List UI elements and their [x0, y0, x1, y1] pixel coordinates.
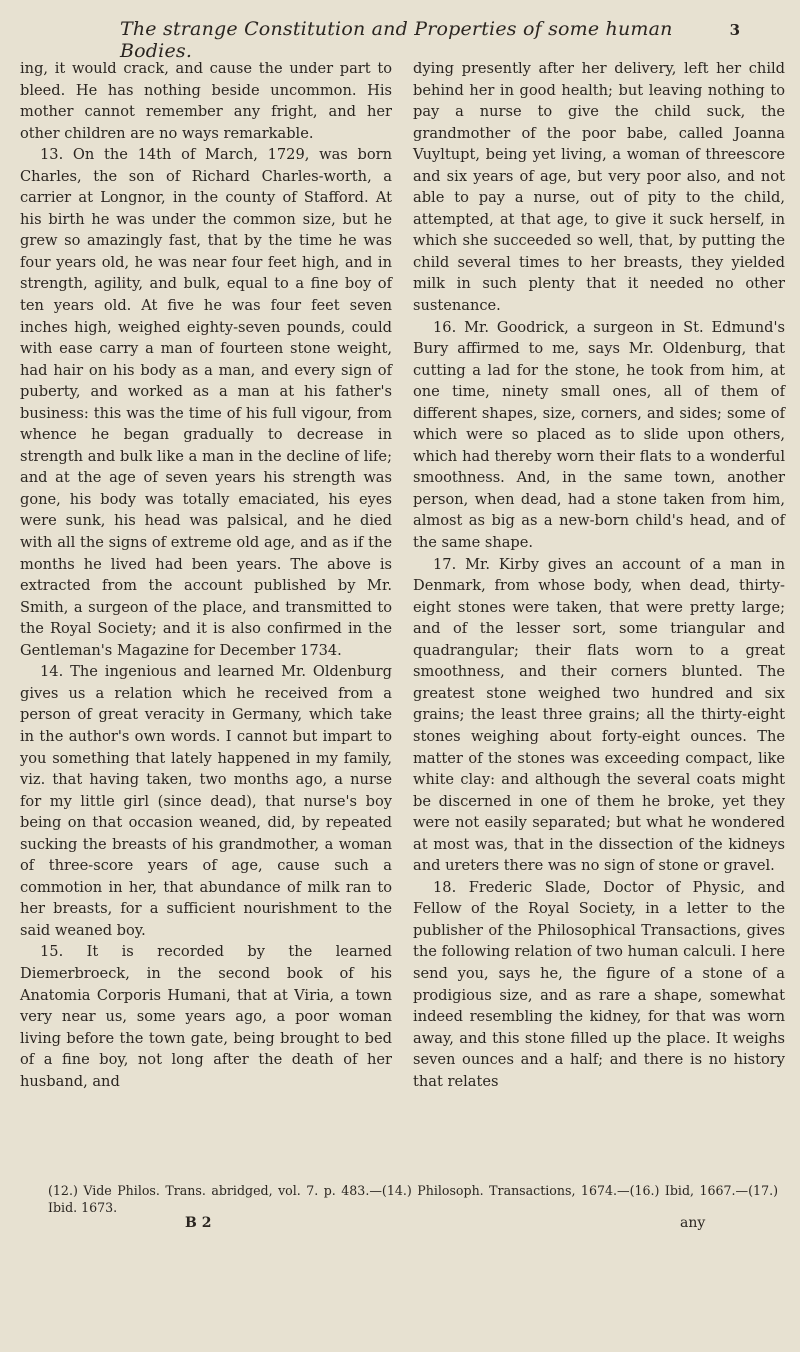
page-number: 3: [729, 21, 740, 39]
paragraph: 14. The ingenious and learned Mr. Oldenburg gives us a relation which he received from a person of great veracity in Germany, which take in the author's own words. I cannot but impart to you something that lately happened in my family, viz. that having taken, two months ago, a nurse for my little girl (since dead), that nurse's boy being on that occasion weaned, did, by repeated sucking the breasts of his grandmother, a woman of three-score years of age, cause such a commotion in her, that abundance of milk ran to her breasts, for a sufficient nourishment to the said weaned boy.: [20, 663, 392, 939]
paragraph: 17. Mr. Kirby gives an account of a man in Denmark, from whose body, when dead, thirty-eight stones were taken, that were pretty large; and of the lesser sort, some triangular and quadrangular; their flats worn to a great smoothness, and their corners blunted. The greatest stone weighed two hundred and six grains; the least three grains; all the thirty-eight stones weighing about forty-eight ounces. The matter of the stones was exceeding compact, like white clay: and although the several coats might be discerned in one of them he broke, yet they were not easily separated; but what he wondered at most was, that in the dissection of the kidneys and ureters there was no sign of stone or gravel.: [413, 555, 785, 875]
left-column: [20, 58, 392, 1183]
right-column: [413, 58, 785, 1183]
footnotes: [48, 1182, 778, 1216]
paragraph: 13. On the 14th of March, 1729, was born Charles, the son of Richard Charles-worth, a carrier at Longnor, in the county of Stafford. At his birth he was under the common size, but he grew so amazingly fast, that by the time he was four years old, he was near four feet high, and in strength, agility, and bulk, equal to a fine boy of ten years old. At five he was four feet seven inches high, weighed eighty-seven pounds, could with ease carry a man of fourteen stone weight, had hair on his body as a man, and every sign of puberty, and worked as a man at his father's business: this was the time of his full vigour, from whence he began gradually to decrease in strength and bulk like a man in the decline of life; and at the age of seven years his strength was gone, his body was totally emaciated, his eyes were sunk, his head was palsical, and he died with all the signs of extreme old age, and as if the months he lived had been years. The above is extracted from the account published by Mr. Smith, a surgeon of the place, and transmitted to the Royal Society; and it is also confirmed in the Gentleman's Magazine for December 1734.: [20, 146, 392, 659]
running-title: The strange Constitution and Properties of some human Bodies.: [120, 18, 673, 62]
paragraph: 18. Frederic Slade, Doctor of Physic, and Fellow of the Royal Society, in a letter to the publisher of the Philosophical Transactions, gives the following relation of two human calculi. I here send you, says he, the figure of a stone of a prodigious size, and as rare a shape, somewhat indeed resembling the kidney, for that was worn away, and this stone filled up the place. It weighs seven ounces and a half; and there is no history that relates: [413, 878, 785, 1090]
catchword: any: [680, 1215, 706, 1231]
paragraph: 15. It is recorded by the learned Diemerbroeck, in the second book of his Anatomia Corporis Humani, that at Viria, a town very near us, some years ago, a poor woman living before the town gate, being brought to bed of a fine boy, not long after the death of her husband, and: [20, 943, 392, 1090]
signature-mark: B 2: [185, 1215, 212, 1231]
paragraph: 16. Mr. Goodrick, a surgeon in St. Edmund's Bury affirmed to me, says Mr. Oldenburg, that cutting a lad for the stone, he took from him, at one time, ninety small ones, all of them of different shapes, size, corners, and sides; some of which were so placed as to slide upon others, which had thereby worn their flats to a wonderful smoothness. And, in the same town, another person, when dead, had a stone taken from him, almost as big as a new-born child's head, and of the same shape.: [413, 318, 785, 552]
paragraph: dying presently after her delivery, left her child behind her in good health; but leaving nothing to pay a nurse to give the child suck, the grandmother of the poor babe, called Joanna Vuyltupt, being yet living, a woman of threescore and six years of age, but very poor also, and not able to pay a nurse, out of pity to the child, attempted, at that age, to give it suck herself, in which she succeeded so well, that, by putting the child several times to her breasts, they yielded milk in such plenty that it needed no other sustenance.: [413, 60, 785, 315]
page-header: [40, 18, 760, 62]
text-columns: [20, 58, 785, 1183]
footnote-text: (12.) Vide Philos. Trans. abridged, vol. 7. p. 483.—(14.) Philosoph. Transactions, 1674.—(16.) Ibid, 1667.—(17.) Ibid. 1673.: [48, 1183, 778, 1215]
paragraph: ing, it would crack, and cause the under part to bleed. He has nothing beside uncommon. His mother cannot remember any fright, and her other children are no ways remarkable.: [20, 60, 392, 142]
